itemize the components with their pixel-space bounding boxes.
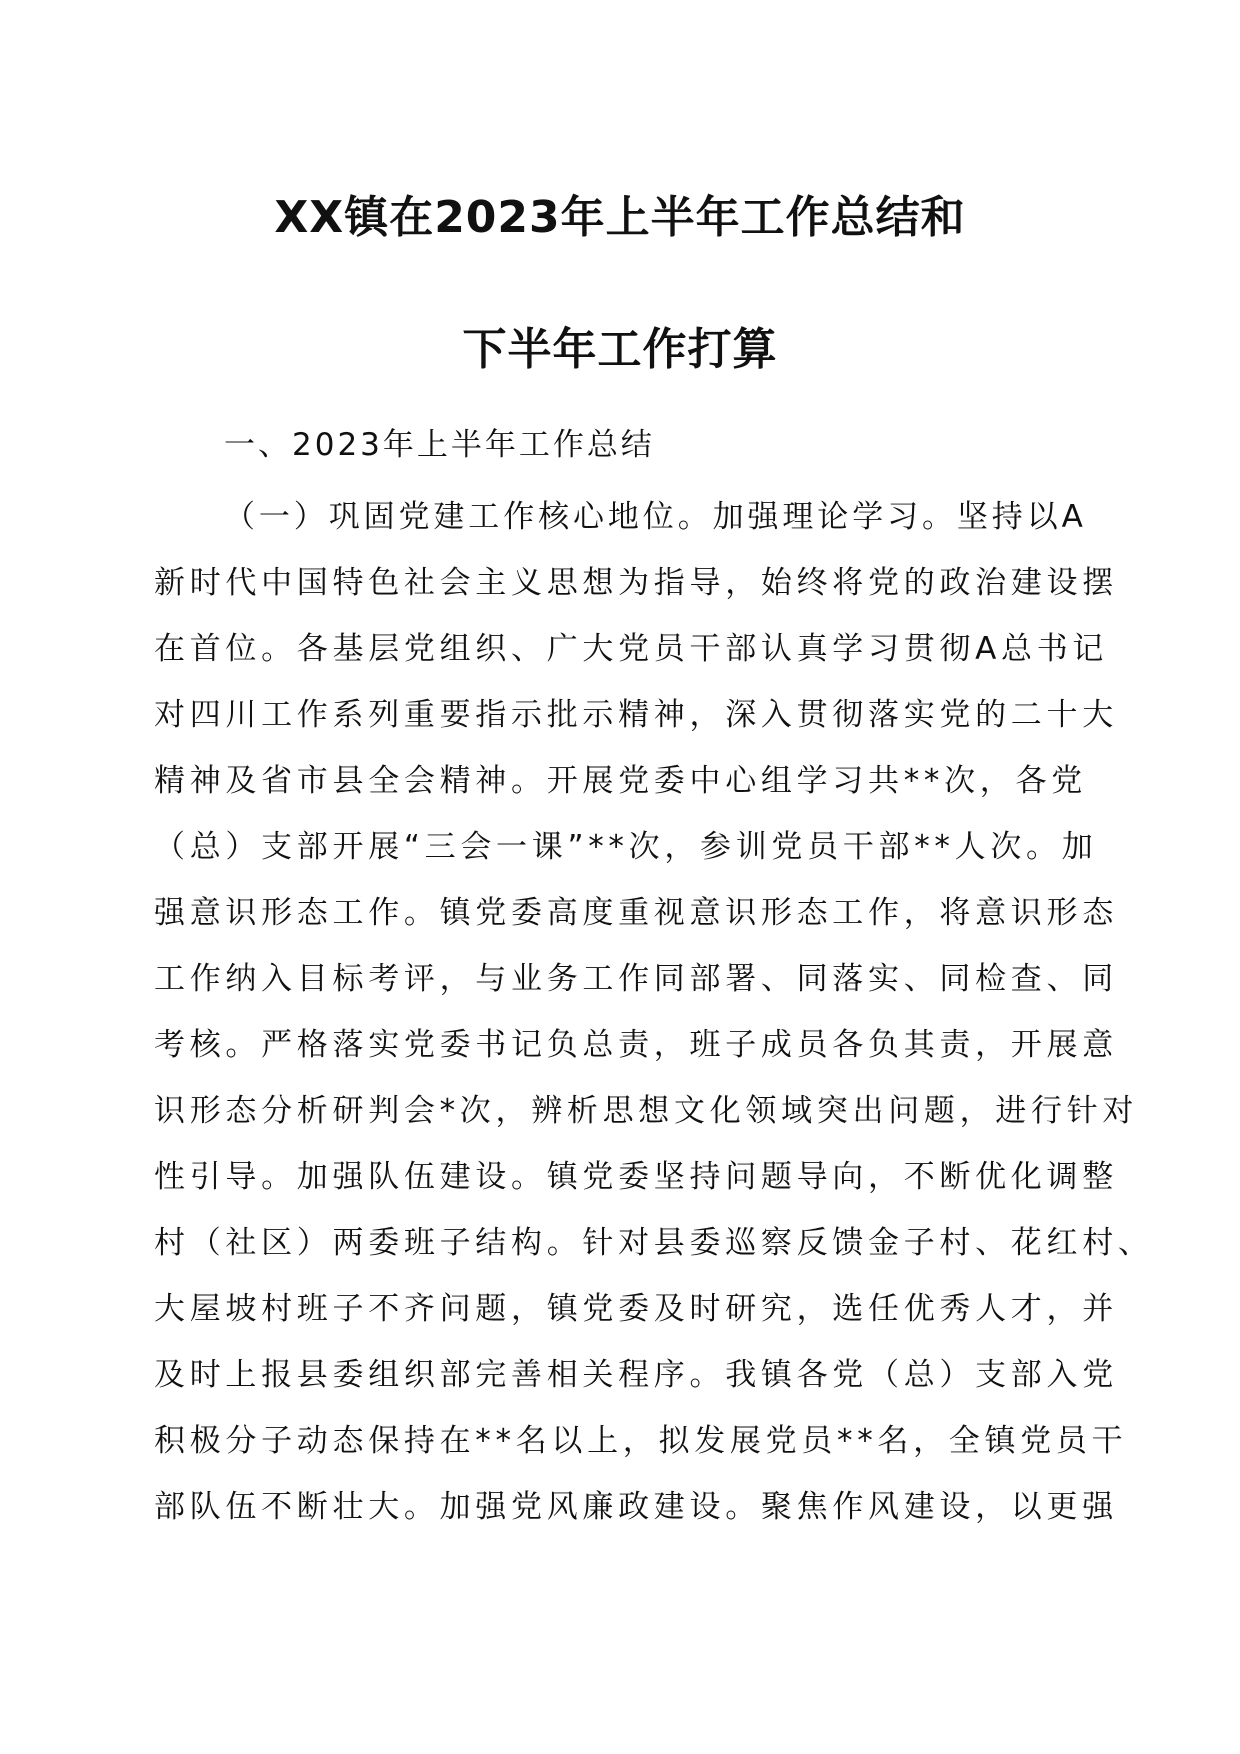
document-title-line-2: 下半年工作打算: [462, 324, 778, 375]
document-title-line-1: XX镇在2023年上半年工作总结和: [274, 192, 966, 243]
paragraph-line: 大屋坡村班子不齐问题，镇党委及时研究，选任优秀人才，并: [154, 1291, 1118, 1327]
paragraph-line: 村（社区）两委班子结构。针对县委巡察反馈金子村、花红村、: [154, 1225, 1154, 1261]
paragraph-line: 对四川工作系列重要指示批示精神，深入贯彻落实党的二十大: [154, 697, 1118, 733]
paragraph-line: （总）支部开展“三会一课”**次，参训党员干部**人次。加: [154, 829, 1098, 865]
paragraph-line: 及时上报县委组织部完善相关程序。我镇各党（总）支部入党: [154, 1357, 1118, 1393]
paragraph-line: 考核。严格落实党委书记负总责，班子成员各负其责，开展意: [154, 1027, 1118, 1063]
paragraph-line: 性引导。加强队伍建设。镇党委坚持问题导向，不断优化调整: [154, 1159, 1118, 1195]
paragraph-line: （一）巩固党建工作核心地位。加强理论学习。坚持以A: [224, 499, 1087, 535]
section-heading: 一、2023年上半年工作总结: [224, 427, 655, 463]
paragraph-line: 工作纳入目标考评，与业务工作同部署、同落实、同检查、同: [154, 961, 1118, 997]
paragraph-line: 识形态分析研判会*次，辨析思想文化领域突出问题，进行针对: [154, 1093, 1139, 1129]
paragraph-line: 积极分子动态保持在**名以上，拟发展党员**名，全镇党员干: [154, 1423, 1128, 1459]
paragraph-line: 部队伍不断壮大。加强党风廉政建设。聚焦作风建设，以更强: [154, 1489, 1118, 1525]
paragraph-line: 新时代中国特色社会主义思想为指导，始终将党的政治建设摆: [154, 565, 1118, 601]
paragraph-line: 精神及省市县全会精神。开展党委中心组学习共**次，各党: [154, 763, 1087, 799]
paragraph-line: 在首位。各基层党组织、广大党员干部认真学习贯彻A总书记: [154, 631, 1109, 667]
paragraph-line: 强意识形态工作。镇党委高度重视意识形态工作，将意识形态: [154, 895, 1118, 931]
body-paragraph: [154, 484, 1154, 1540]
